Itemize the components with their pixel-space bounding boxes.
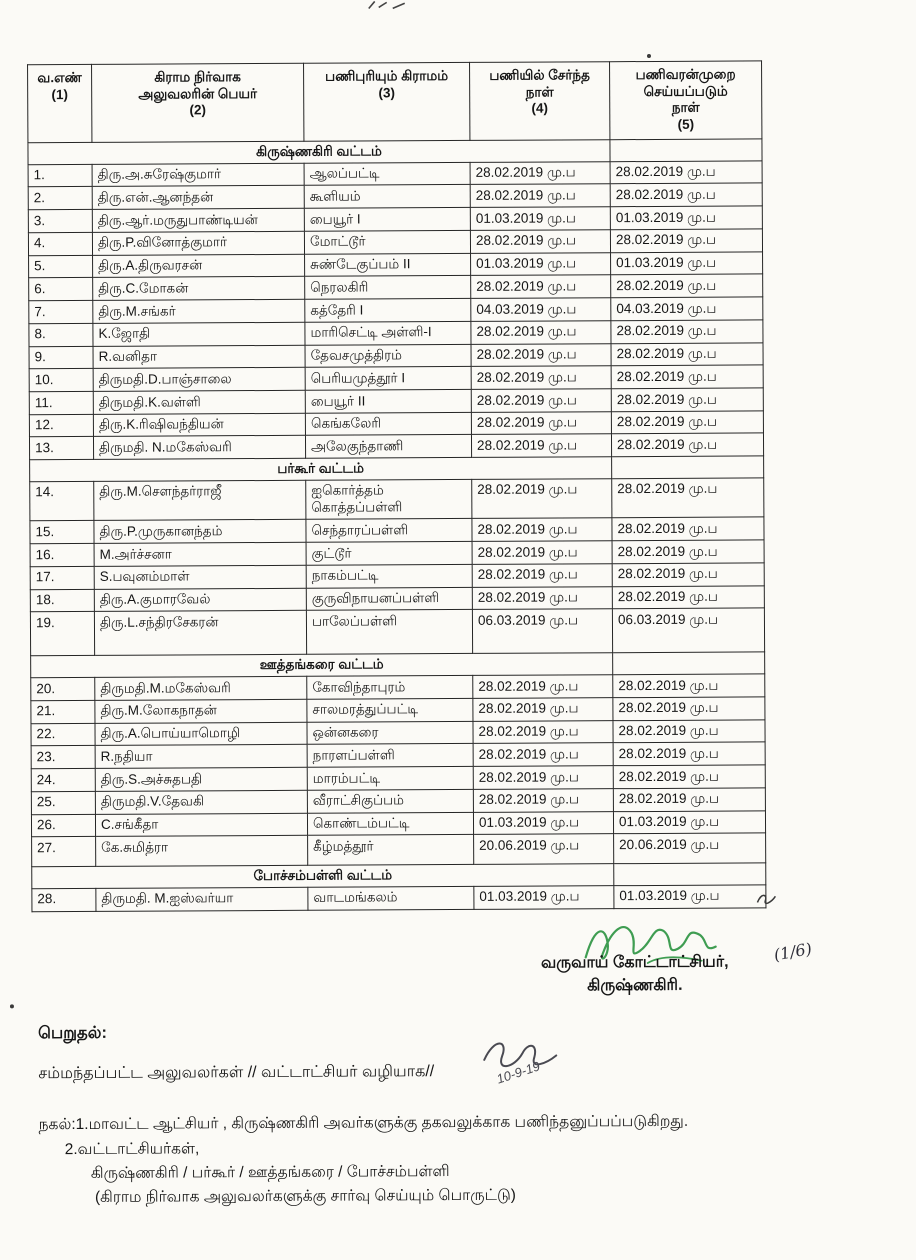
copy-line-1: நகல்:1.மாவட்ட ஆட்சியர் , கிருஷ்ணகிரி அவர்களுக்கு தகவலுக்காக பணிந்தனுப்பப்படுகிறது. <box>38 1112 689 1134</box>
serial-cell: 2. <box>28 187 92 210</box>
regularisation-date-cell: 28.02.2019 மு.ப <box>613 765 765 789</box>
officer-name-cell: திரு.P.வினோத்குமார் <box>92 231 304 255</box>
serial-cell: 11. <box>29 391 93 414</box>
joining-date-cell: 06.03.2019 மு.ப <box>472 609 612 654</box>
joining-date-cell: 28.02.2019 மு.ப <box>470 161 610 184</box>
village-cell: ஐகொர்த்தம் கொத்தப்பள்ளி <box>306 479 472 519</box>
village-cell: வாடமங்கலம் <box>308 886 474 910</box>
village-cell: கொண்டம்பட்டி <box>307 812 473 836</box>
joining-date-cell: 28.02.2019 மு.ப <box>472 518 612 541</box>
table-row <box>32 885 766 912</box>
village-cell: மாரிசெட்டி அள்ளி-I <box>305 321 471 345</box>
regularisation-date-cell: 28.02.2019 மு.ப <box>611 365 763 389</box>
village-cell: கெங்கலேரி <box>305 412 471 436</box>
joining-date-cell: 28.02.2019 மு.ப <box>472 564 612 587</box>
joining-date-cell: 28.02.2019 மு.ப <box>472 541 612 564</box>
regularisation-date-cell: 28.02.2019 மு.ப <box>612 563 764 587</box>
regularisation-date-cell: 28.02.2019 மு.ப <box>611 274 763 298</box>
serial-cell: 26. <box>31 814 95 837</box>
serial-cell: 24. <box>31 768 95 791</box>
serial-cell: 6. <box>29 278 93 301</box>
regularisation-date-cell: 28.02.2019 மு.ப <box>610 183 762 207</box>
serial-cell: 21. <box>31 700 95 723</box>
village-cell: தேவசமுத்திரம் <box>305 344 471 368</box>
officer-name-cell: திரு.C.மோகன் <box>93 277 305 301</box>
receipt-heading: பெறுதல்: <box>38 1023 108 1043</box>
officer-name-cell: திரு.A.பொய்யாமொழி <box>95 722 307 746</box>
officer-name-cell: திரு.M.சங்கர் <box>93 299 305 323</box>
scan-artifact-mark <box>753 888 779 908</box>
joining-date-cell: 28.02.2019 மு.ப <box>471 275 611 298</box>
officer-name-cell: திரு.A.குமாரவேல் <box>94 588 306 612</box>
serial-cell: 25. <box>31 791 95 814</box>
regularisation-date-cell: 28.02.2019 மு.ப <box>613 788 765 812</box>
scan-artifact-top <box>365 0 409 10</box>
signature-block <box>510 938 814 998</box>
officer-name-cell: K.ஜோதி <box>93 322 305 346</box>
village-cell: நெரலகிரி <box>305 276 471 300</box>
village-cell: குட்டூர் <box>306 542 472 566</box>
joining-date-cell: 28.02.2019 மு.ப <box>471 411 611 434</box>
serial-cell: 7. <box>29 300 93 323</box>
joining-date-cell: 28.02.2019 மு.ப <box>473 743 613 766</box>
officer-name-cell: திரு.என்.ஆனந்தன் <box>92 186 304 210</box>
serial-cell: 13. <box>29 437 93 460</box>
village-cell: கத்தேரி I <box>305 299 471 323</box>
village-cell: பெரியமுத்தூர் I <box>305 367 471 391</box>
serial-cell: 12. <box>29 414 93 437</box>
village-cell: பாலேப்பள்ளி <box>306 610 472 655</box>
section-title: போச்சம்பள்ளி வட்டம் <box>32 864 614 889</box>
joining-date-cell: 28.02.2019 மு.ப <box>473 720 613 743</box>
officer-name-cell: திரு.M.சௌந்தர்ராஜீ <box>94 480 306 521</box>
regularisation-date-cell: 04.03.2019 மு.ப <box>611 297 763 321</box>
regularisation-date-cell: 28.02.2019 மு.ப <box>613 742 765 766</box>
officer-name-cell: M.அர்ச்சனா <box>94 542 306 566</box>
officer-name-cell: திருமதி.K.வள்ளி <box>93 390 305 414</box>
col-header-joining-date: பணியில் சேர்ந்த நாள் (4) <box>470 62 610 141</box>
village-cell: வீராட்சிகுப்பம் <box>307 789 473 813</box>
officer-name-cell: திரு.K.ரிஷிவந்தியன் <box>93 413 305 437</box>
section-title: ஊத்தங்கரை வட்டம் <box>31 653 613 678</box>
village-cell: பையூர் II <box>305 389 471 413</box>
vao-table <box>27 60 766 912</box>
section-title: கிருஷ்ணகிரி வட்டம் <box>28 140 610 165</box>
serial-cell: 27. <box>32 837 96 867</box>
joining-date-cell: 04.03.2019 மு.ப <box>471 298 611 321</box>
table-row <box>30 478 764 521</box>
serial-cell: 10. <box>29 369 93 392</box>
col-header-village: பணிபுரியும் கிராமம் (3) <box>304 62 470 141</box>
signatory-place: கிருஷ்ணகிரி. <box>587 977 683 995</box>
regularisation-date-cell: 28.02.2019 மு.ப <box>611 388 763 412</box>
serial-cell: 18. <box>30 589 94 612</box>
village-cell: சுண்டேகுப்பம் II <box>305 253 471 277</box>
section-empty-cell <box>610 139 762 162</box>
regularisation-date-cell: 28.02.2019 மு.ப <box>612 586 764 610</box>
serial-cell: 4. <box>28 232 92 255</box>
village-cell: நாகம்பட்டி <box>306 564 472 588</box>
serial-cell: 28. <box>32 888 96 911</box>
copy-line-4: (கிராம நிர்வாக அலுவலர்களுக்கு சார்வு செய்யும் பொருட்டு) <box>94 1186 516 1206</box>
serial-cell: 20. <box>31 677 95 700</box>
header-row <box>28 61 762 143</box>
officer-name-cell: திரு.P.முருகானந்தம் <box>94 520 306 544</box>
regularisation-date-cell: 28.02.2019 மு.ப <box>613 674 765 698</box>
joining-date-cell: 20.06.2019 மு.ப <box>474 834 614 865</box>
regularisation-date-cell: 28.02.2019 மு.ப <box>610 229 762 253</box>
officer-name-cell: கே.சுமித்ரா <box>96 836 308 867</box>
serial-cell: 19. <box>30 612 94 656</box>
col-header-officer-name: கிராம நிர்வாக அலுவலரின் பெயர் (2) <box>92 63 304 142</box>
regularisation-date-cell: 28.02.2019 மு.ப <box>613 719 765 743</box>
village-cell: குருவிநாயனப்பள்ளி <box>306 587 472 611</box>
signatory-annotation: (1/6) <box>772 938 814 965</box>
joining-date-cell: 01.03.2019 மு.ப <box>474 886 614 909</box>
section-empty-cell <box>612 456 764 479</box>
section-empty-cell <box>614 863 766 886</box>
regularisation-date-cell: 28.02.2019 மு.ப <box>612 478 764 518</box>
village-cell: கீழ்மத்தூர் <box>308 835 474 866</box>
village-cell: கூளியம் <box>304 185 470 209</box>
officer-name-cell: திருமதி.V.தேவகி <box>95 790 307 814</box>
village-cell: நாரளப்பள்ளி <box>307 744 473 768</box>
serial-cell: 5. <box>29 255 93 278</box>
signature-stroke <box>484 1043 556 1066</box>
serial-cell: 8. <box>29 323 93 346</box>
officer-name-cell: R.நதியா <box>95 745 307 769</box>
regularisation-date-cell: 01.03.2019 மு.ப <box>611 252 763 276</box>
section-title: பர்கூர் வட்டம் <box>30 457 612 482</box>
officer-name-cell: R.வனிதா <box>93 345 305 369</box>
joining-date-cell: 28.02.2019 மு.ப <box>471 434 611 457</box>
joining-date-cell: 28.02.2019 மு.ப <box>471 366 611 389</box>
serial-cell: 23. <box>31 746 95 769</box>
joining-date-cell: 28.02.2019 மு.ப <box>471 321 611 344</box>
officer-name-cell: திரு.L.சந்திரசேகரன் <box>94 611 306 656</box>
joining-date-cell: 28.02.2019 மு.ப <box>473 675 613 698</box>
regularisation-date-cell: 28.02.2019 மு.ப <box>611 342 763 366</box>
serial-cell: 22. <box>31 723 95 746</box>
officer-name-cell: திருமதி. M.ஐஸ்வர்யா <box>96 887 308 911</box>
section-empty-cell <box>613 652 765 675</box>
joining-date-cell: 28.02.2019 மு.ப <box>472 586 612 609</box>
regularisation-date-cell: 06.03.2019 மு.ப <box>612 608 764 653</box>
joining-date-cell: 28.02.2019 மு.ப <box>473 766 613 789</box>
village-cell: கோவிந்தாபுரம் <box>307 676 473 700</box>
receipt-line: சம்மந்தப்பட்ட அலுவலர்கள் // வட்டாட்சியர் வழியாக// <box>38 1063 435 1083</box>
joining-date-cell: 01.03.2019 மு.ப <box>473 811 613 834</box>
officer-name-cell: திரு.M.லோகநாதன் <box>95 699 307 723</box>
joining-date-cell: 01.03.2019 மு.ப <box>470 207 610 230</box>
signatory-title-row <box>510 938 814 974</box>
officer-name-cell: S.பவுனம்மாள் <box>94 565 306 589</box>
handwritten-date: 10-9-19 <box>494 1058 542 1087</box>
village-cell: ஒன்னகரை <box>307 721 473 745</box>
regularisation-date-cell: 28.02.2019 மு.ப <box>613 697 765 721</box>
regularisation-date-cell: 01.03.2019 மு.ப <box>610 206 762 230</box>
serial-cell: 16. <box>30 544 94 567</box>
table-row <box>30 608 764 656</box>
joining-date-cell: 01.03.2019 மு.ப <box>471 252 611 275</box>
officer-name-cell: திருமதி.M.மகேஸ்வரி <box>95 676 307 700</box>
table-body <box>28 139 766 912</box>
village-cell: செந்தாரப்பள்ளி <box>306 519 472 543</box>
col-header-regularisation-date: பணிவரன்முறை செய்யப்படும் நாள் (5) <box>610 61 762 140</box>
col-header-serial: வ.எண் (1) <box>28 64 92 142</box>
joining-date-cell: 28.02.2019 மு.ப <box>470 230 610 253</box>
joining-date-cell: 28.02.2019 மு.ப <box>472 479 612 519</box>
regularisation-date-cell: 28.02.2019 மு.ப <box>612 517 764 541</box>
signatory-title: வருவாய் கோட்டாட்சியர், <box>540 953 729 972</box>
copy-line-3: கிருஷ்ணகிரி / பர்கூர் / ஊத்தங்கரை / போச்சம்பள்ளி <box>90 1163 450 1182</box>
serial-cell: 17. <box>30 566 94 589</box>
village-cell: பையூர் I <box>304 208 470 232</box>
serial-cell: 1. <box>28 164 92 187</box>
scan-artifact-dot-left <box>10 1004 14 1008</box>
table-row <box>32 833 766 867</box>
joining-date-cell: 28.02.2019 மு.ப <box>473 788 613 811</box>
scan-artifact-dot <box>647 54 651 58</box>
officer-name-cell: திரு.ஆர்.மருதுபாண்டியன் <box>92 208 304 232</box>
officer-name-cell: திருமதி. N.மகேஸ்வரி <box>93 436 305 460</box>
regularisation-date-cell: 28.02.2019 மு.ப <box>611 320 763 344</box>
officer-name-cell: திரு.A.திருவரசன் <box>93 254 305 278</box>
village-cell: அலேகுந்தாணி <box>305 435 471 459</box>
regularisation-date-cell: 28.02.2019 மு.ப <box>611 433 763 457</box>
officer-name-cell: திரு.அ.சுரேஷ்குமார் <box>92 163 304 187</box>
regularisation-date-cell: 28.02.2019 மு.ப <box>612 540 764 564</box>
serial-cell: 15. <box>30 521 94 544</box>
joining-date-cell: 28.02.2019 மு.ப <box>473 698 613 721</box>
village-cell: மாரம்பட்டி <box>307 766 473 790</box>
officer-name-cell: C.சங்கீதா <box>95 813 307 837</box>
officer-name-cell: திருமதி.D.பாஞ்சாலை <box>93 368 305 392</box>
regularisation-date-cell: 28.02.2019 மு.ப <box>610 161 762 185</box>
village-cell: சாலமரத்துப்பட்டி <box>307 698 473 722</box>
regularisation-date-cell: 01.03.2019 மு.ப <box>613 810 765 834</box>
village-cell: மோட்டூர் <box>304 230 470 254</box>
serial-cell: 14. <box>30 481 94 521</box>
regularisation-date-cell: 01.03.2019 மு.ப <box>614 885 766 909</box>
regularisation-date-cell: 20.06.2019 மு.ப <box>614 833 766 864</box>
village-cell: ஆலப்பட்டி <box>304 162 470 186</box>
serial-cell: 9. <box>29 346 93 369</box>
joining-date-cell: 28.02.2019 மு.ப <box>470 184 610 207</box>
regularisation-date-cell: 28.02.2019 மு.ப <box>611 411 763 435</box>
officer-name-cell: திரு.S.அச்சுதபதி <box>95 767 307 791</box>
joining-date-cell: 28.02.2019 மு.ப <box>471 343 611 366</box>
copy-line-2: 2.வட்டாட்சியர்கள், <box>64 1140 200 1159</box>
serial-cell: 3. <box>28 210 92 233</box>
receipt-signature <box>470 1031 580 1096</box>
joining-date-cell: 28.02.2019 மு.ப <box>471 389 611 412</box>
